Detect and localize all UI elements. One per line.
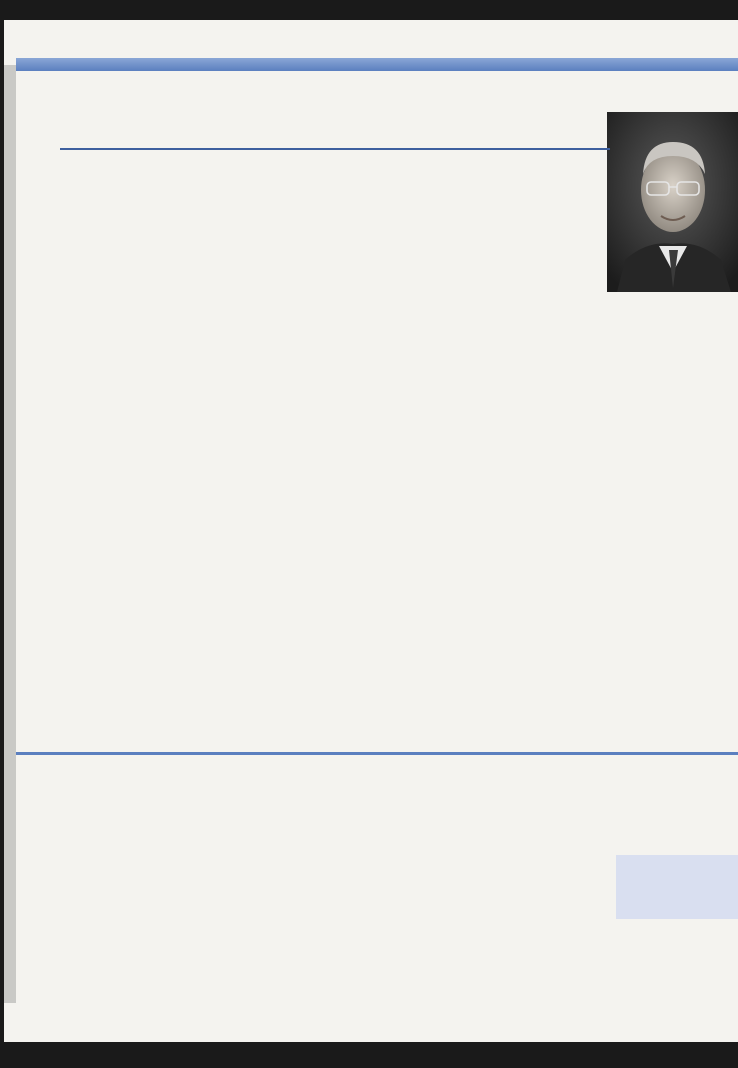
title-underline	[60, 148, 610, 150]
bottom-rule	[16, 752, 738, 755]
portrait-photo-icon	[607, 112, 738, 292]
author-photo	[607, 112, 738, 292]
magazine-page	[4, 20, 738, 1042]
article-body	[60, 210, 606, 216]
left-margin-rule	[4, 65, 16, 1003]
header-band	[16, 58, 738, 71]
page-number-box	[616, 855, 738, 919]
